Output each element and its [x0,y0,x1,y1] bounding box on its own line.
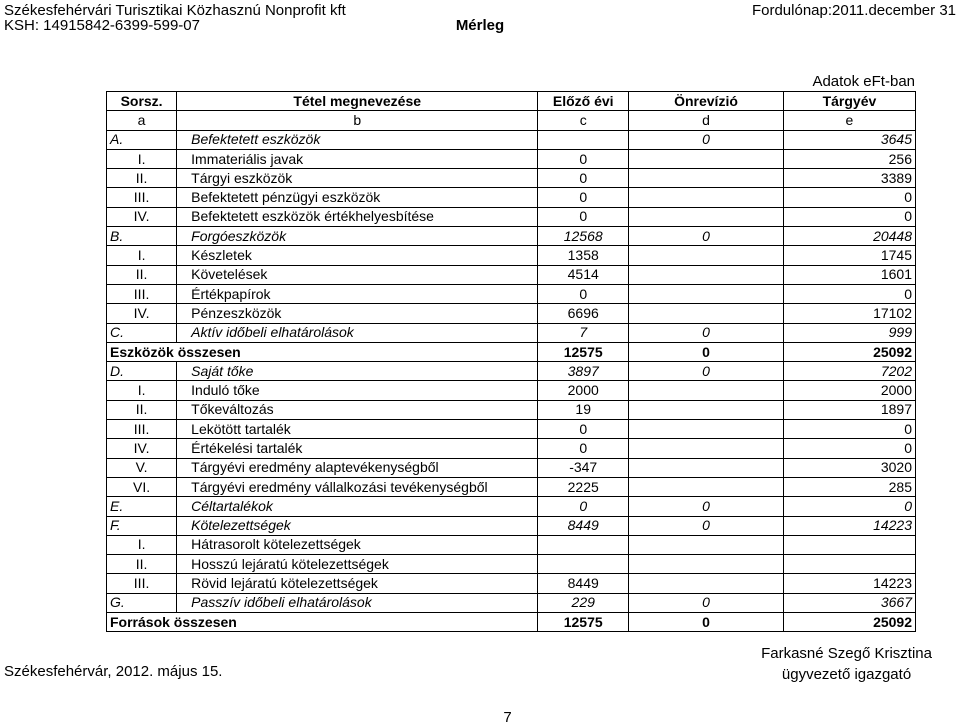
row-number-cell: F. [107,516,177,535]
row-number-cell: III. [107,574,177,593]
row-prev-value-cell: 4514 [538,265,629,284]
letter-cell: e [783,111,915,130]
table-row [107,362,916,381]
row-current-value-cell: 17102 [783,304,915,323]
letter-cell: d [629,111,784,130]
row-number-cell: I. [107,246,177,265]
closing-date: Fordulónap:2011.december 31 [751,2,956,19]
row-number-cell: I. [107,381,177,400]
row-revision-value-cell: 0 [629,593,784,612]
row-prev-value-cell: 7 [538,323,629,342]
row-number-cell: IV. [107,207,177,226]
row-number-cell: B. [107,227,177,246]
row-prev-value-cell: 0 [538,169,629,188]
row-number-cell: I. [107,535,177,554]
table-row [107,458,916,477]
table-row [107,246,916,265]
row-name-cell: Hátrasorolt kötelezettségek [177,535,538,554]
row-prev-value-cell: 12568 [538,227,629,246]
row-number-cell: III. [107,420,177,439]
balance-sheet-table [106,91,916,632]
row-prev-value-cell: 3897 [538,362,629,381]
row-name-cell: Aktív időbeli elhatárolások [177,323,538,342]
row-number-cell: III. [107,284,177,303]
row-revision-value-cell [629,574,784,593]
table-row [107,381,916,400]
row-name-cell: Induló tőke [177,381,538,400]
row-prev-value-cell: 0 [538,149,629,168]
row-number-cell: II. [107,169,177,188]
row-current-value-cell: 256 [783,149,915,168]
row-current-value-cell: 3645 [783,130,915,149]
table-row [107,227,916,246]
row-revision-value-cell [629,400,784,419]
company-name: Székesfehérvári Turisztikai Közhasznú Nonprofit kft [4,2,346,19]
row-revision-value-cell [629,188,784,207]
table-row [107,342,916,361]
header-cell-name: Tétel megnevezése [177,92,538,111]
row-current-value-cell: 20448 [783,227,915,246]
document-title: Mérleg [455,17,505,34]
row-revision-value-cell [629,420,784,439]
row-number-cell: II. [107,400,177,419]
row-revision-value-cell: 0 [629,362,784,381]
row-prev-value-cell: 12575 [538,342,629,361]
row-current-value-cell: 1897 [783,400,915,419]
letter-cell: b [177,111,538,130]
row-current-value-cell: 1745 [783,246,915,265]
row-prev-value-cell [538,130,629,149]
unit-note: Adatok eFt-ban [812,73,915,90]
row-name-cell: Készletek [177,246,538,265]
signer-title: ügyvezető igazgató [781,666,912,683]
table-row [107,555,916,574]
table-row [107,130,916,149]
row-current-value-cell: 3020 [783,458,915,477]
table-row [107,497,916,516]
row-name-cell: Immateriális javak [177,149,538,168]
row-current-value-cell: 14223 [783,516,915,535]
header-cell-cur: Tárgyév [783,92,915,111]
row-name-cell: Céltartalékok [177,497,538,516]
signature-block [761,643,932,685]
table-row [107,265,916,284]
row-name-cell: Passzív időbeli elhatárolások [177,593,538,612]
row-prev-value-cell: 0 [538,497,629,516]
row-prev-value-cell: 0 [538,439,629,458]
row-name-cell: Tárgyévi eredmény alaptevékenységből [177,458,538,477]
row-name-cell: Tárgyévi eredmény vállalkozási tevékenységből [177,477,538,496]
row-number-cell: D. [107,362,177,381]
row-current-value-cell: 25092 [783,613,915,632]
row-name-cell: Befektetett pénzügyi eszközök [177,188,538,207]
row-name-cell: Értékpapírok [177,284,538,303]
row-revision-value-cell: 0 [629,130,784,149]
place-date: Székesfehérvár, 2012. május 15. [4,663,223,680]
table-header-row [107,92,916,111]
row-prev-value-cell [538,535,629,554]
row-revision-value-cell [629,477,784,496]
row-prev-value-cell: 0 [538,188,629,207]
row-current-value-cell: 0 [783,188,915,207]
ksh-number: KSH: 14915842-6399-599-07 [4,17,200,34]
row-revision-value-cell [629,381,784,400]
row-number-cell: E. [107,497,177,516]
row-revision-value-cell [629,535,784,554]
table-row [107,169,916,188]
row-revision-value-cell [629,284,784,303]
table-row [107,516,916,535]
header-cell-no: Sorsz. [107,92,177,111]
row-prev-value-cell: 19 [538,400,629,419]
table-row [107,439,916,458]
table-row [107,477,916,496]
row-revision-value-cell: 0 [629,227,784,246]
table-row [107,574,916,593]
row-prev-value-cell: 6696 [538,304,629,323]
table-row [107,535,916,554]
row-revision-value-cell [629,555,784,574]
row-revision-value-cell: 0 [629,516,784,535]
letter-cell: a [107,111,177,130]
row-prev-value-cell: 8449 [538,574,629,593]
row-name-cell: Követelések [177,265,538,284]
row-name-cell: Eszközök összesen [107,342,538,361]
row-number-cell: II. [107,265,177,284]
row-current-value-cell: 0 [783,497,915,516]
row-revision-value-cell [629,265,784,284]
row-prev-value-cell: 229 [538,593,629,612]
row-prev-value-cell: 8449 [538,516,629,535]
row-name-cell: Értékelési tartalék [177,439,538,458]
row-prev-value-cell: 2225 [538,477,629,496]
row-number-cell: C. [107,323,177,342]
row-number-cell: G. [107,593,177,612]
row-name-cell: Tárgyi eszközök [177,169,538,188]
row-number-cell: II. [107,555,177,574]
row-current-value-cell [783,535,915,554]
table-row [107,420,916,439]
table-row [107,323,916,342]
table-row [107,207,916,226]
row-prev-value-cell: 0 [538,420,629,439]
row-name-cell: Lekötött tartalék [177,420,538,439]
row-current-value-cell: 2000 [783,381,915,400]
header-cell-rev: Önrevízió [629,92,784,111]
row-prev-value-cell [538,555,629,574]
table-row [107,284,916,303]
row-current-value-cell: 999 [783,323,915,342]
row-revision-value-cell [629,458,784,477]
row-current-value-cell: 0 [783,439,915,458]
row-prev-value-cell: 0 [538,284,629,303]
row-number-cell: VI. [107,477,177,496]
letter-cell: c [538,111,629,130]
row-current-value-cell: 14223 [783,574,915,593]
row-revision-value-cell: 0 [629,342,784,361]
header-cell-prev: Előző évi [538,92,629,111]
row-revision-value-cell [629,149,784,168]
row-revision-value-cell: 0 [629,323,784,342]
row-revision-value-cell: 0 [629,613,784,632]
row-number-cell: IV. [107,304,177,323]
row-revision-value-cell [629,207,784,226]
row-revision-value-cell: 0 [629,497,784,516]
row-name-cell: Befektetett eszközök [177,130,538,149]
row-current-value-cell: 0 [783,420,915,439]
table-row [107,188,916,207]
row-prev-value-cell: 12575 [538,613,629,632]
row-name-cell: Befektetett eszközök értékhelyesbítése [177,207,538,226]
row-current-value-cell: 0 [783,284,915,303]
row-revision-value-cell [629,246,784,265]
page-number: 7 [503,709,512,726]
table-row [107,613,916,632]
table-row [107,593,916,612]
row-name-cell: Tőkeváltozás [177,400,538,419]
row-number-cell: I. [107,149,177,168]
row-number-cell: IV. [107,439,177,458]
table-row [107,149,916,168]
row-number-cell: III. [107,188,177,207]
row-name-cell: Kötelezettségek [177,516,538,535]
row-current-value-cell: 7202 [783,362,915,381]
row-prev-value-cell: 1358 [538,246,629,265]
row-name-cell: Rövid lejáratú kötelezettségek [177,574,538,593]
row-prev-value-cell: 0 [538,207,629,226]
row-number-cell: V. [107,458,177,477]
row-revision-value-cell [629,304,784,323]
row-number-cell: A. [107,130,177,149]
row-revision-value-cell [629,439,784,458]
row-current-value-cell: 25092 [783,342,915,361]
signer-name: Farkasné Szegő Krisztina [761,645,932,662]
row-current-value-cell: 285 [783,477,915,496]
row-name-cell: Saját tőke [177,362,538,381]
table-letter-row [107,111,916,130]
row-prev-value-cell: 2000 [538,381,629,400]
row-current-value-cell [783,555,915,574]
row-revision-value-cell [629,169,784,188]
table-row [107,304,916,323]
row-current-value-cell: 1601 [783,265,915,284]
table-row [107,400,916,419]
row-name-cell: Pénzeszközök [177,304,538,323]
row-name-cell: Forgóeszközök [177,227,538,246]
row-current-value-cell: 3389 [783,169,915,188]
row-prev-value-cell: -347 [538,458,629,477]
row-current-value-cell: 0 [783,207,915,226]
row-name-cell: Hosszú lejáratú kötelezettségek [177,555,538,574]
row-current-value-cell: 3667 [783,593,915,612]
row-name-cell: Források összesen [107,613,538,632]
